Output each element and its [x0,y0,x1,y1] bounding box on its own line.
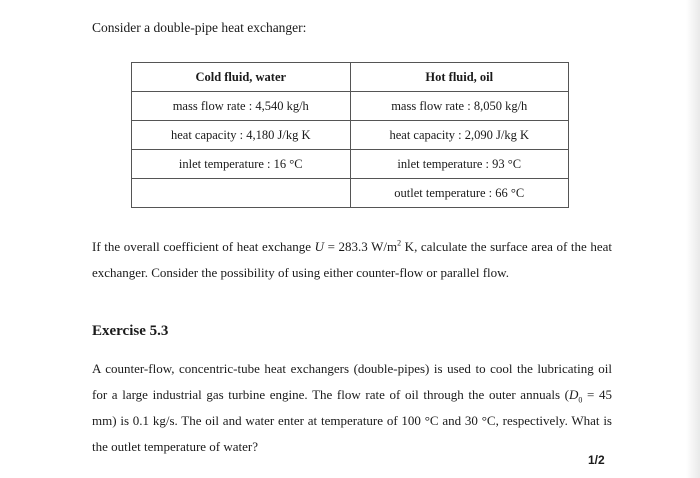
problem-text-2: = 283.3 W/m [324,239,398,254]
table-row [132,92,569,121]
table-cell [132,179,351,208]
table-cell: outlet temperature : 66 °C [350,179,569,208]
table-cell: mass flow rate : 4,540 kg/h [132,92,351,121]
table-cell: inlet temperature : 16 °C [132,150,351,179]
exercise-heading: Exercise 5.3 [92,323,169,339]
page-number: 1/2 [588,453,605,467]
subscript: 0 [578,395,583,405]
table-row [132,121,569,150]
header-hot-fluid: Hot fluid, oil [350,63,569,92]
table-cell: mass flow rate : 8,050 kg/h [350,92,569,121]
symbol-d: D [568,387,579,402]
problem-paragraph [92,234,612,286]
exercise-text-1: A counter-flow, concentric-tube heat exchangers (double-pipes) is used to cool the lubricating oil for a large industrial gas turbine engine. The flow rate of oil through the outer annuals ( [92,361,612,402]
header-cold-fluid: Cold fluid, water [132,63,351,92]
table-cell: inlet temperature : 93 °C [350,150,569,179]
table-cell: heat capacity : 4,180 J/kg K [132,121,351,150]
problem-text-3: K, calculate the surface area of the heat exchanger. Consider the possibility of using either counter-flow or parallel flow. [92,239,612,280]
intro-text: Consider a double-pipe heat exchanger: [92,20,307,35]
table-row [132,179,569,208]
table-row [132,150,569,179]
problem-text-1: If the overall coefficient of heat exchange [92,239,315,254]
exercise-paragraph [92,356,612,460]
exponent: 2 [397,238,402,248]
symbol-u: U [314,239,324,254]
heat-exchanger-table [131,62,569,208]
exercise-text-2: = 45 mm) is 0.1 kg/s. The oil and water enter at temperature of 100 °C and 30 °C, respectively. What is the outlet temperature of water? [92,387,612,454]
page-edge-shadow [686,0,700,478]
table-cell: heat capacity : 2,090 J/kg K [350,121,569,150]
table-header-row [132,63,569,92]
